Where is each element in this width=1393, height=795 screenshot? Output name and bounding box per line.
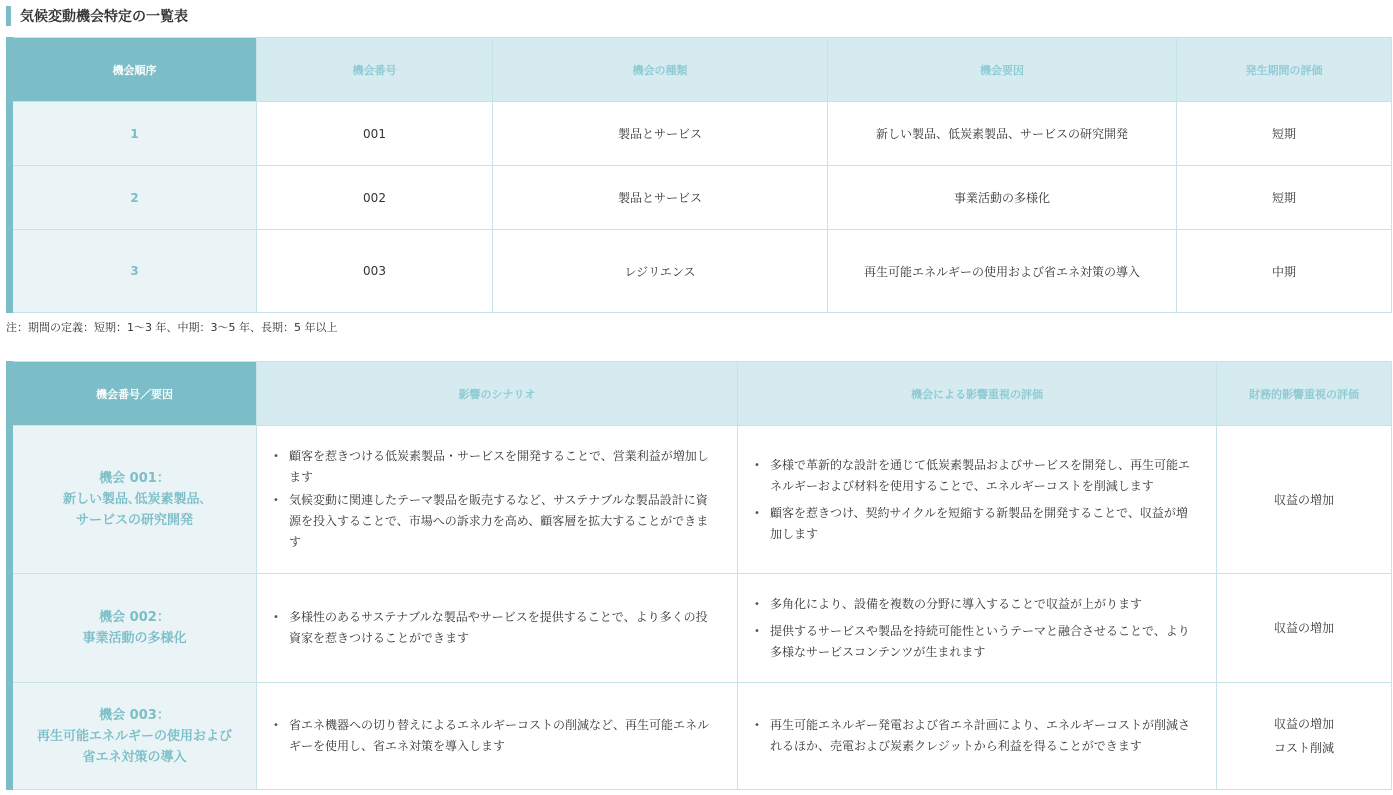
cell-financial (1217, 426, 1392, 574)
cell-opportunity-label (10, 426, 257, 574)
cell-number: 003 (257, 230, 493, 313)
cell-order: 3 (10, 230, 257, 313)
header-order: 機会順序 (10, 38, 257, 102)
table-row (10, 166, 1392, 230)
label-line: 省エネ対策の導入 (82, 749, 187, 765)
label-line: サービスの研究開発 (75, 513, 193, 528)
table-header-row (10, 362, 1392, 426)
header-scenario: 影響のシナリオ (257, 362, 738, 426)
table-row (10, 683, 1392, 790)
cell-impact (738, 574, 1217, 683)
financial-item: コスト削減 (1273, 741, 1334, 755)
table-row (10, 426, 1392, 574)
label-line: 機会 002： (99, 610, 170, 625)
label-line: 機会 003： (99, 707, 170, 723)
cell-scenario (257, 426, 738, 574)
cell-opportunity-label (10, 683, 257, 790)
list-item: • 多様で革新的な設計を通じて低炭素製品およびサービスを開発し、再生可能エネルギーおよび材料を使用することで、エネルギーコストを削減します (754, 455, 1194, 497)
label-line: 事業活動の多様化 (82, 631, 187, 646)
cell-impact (738, 683, 1217, 790)
header-financial-impact: 財務的影響重視の評価 (1217, 362, 1392, 426)
cell-number: 001 (257, 102, 493, 166)
list-item: • 多角化により、設備を複数の分野に導入することで収益が上がります (754, 594, 1194, 615)
table-row (10, 574, 1392, 683)
label-line: 再生可能エネルギーの使用および (36, 728, 232, 744)
list-item: • 顧客を惹きつける低炭素製品・サービスを開発することで、営業利益が増加します (273, 446, 715, 488)
cell-factor: 再生可能エネルギーの使用および省エネ対策の導入 (828, 230, 1177, 313)
list-item: • 再生可能エネルギー発電および省エネ計画により、エネルギーコストが削減されるほか、売電および炭素クレジットから利益を得ることができます (754, 715, 1194, 757)
cell-number: 002 (257, 166, 493, 230)
cell-financial (1217, 574, 1392, 683)
financial-item: 収益の増加 (1273, 621, 1334, 635)
title-accent-bar (6, 6, 11, 26)
cell-scenario (257, 683, 738, 790)
list-item: • 気候変動に関連したテーマ製品を販売するなど、サステナブルな製品設計に資源を投入することで、市場への訴求力を高め、顧客層を拡大することができます (273, 490, 715, 553)
header-number-factor: 機会番号／要因 (10, 362, 257, 426)
header-factor: 機会要因 (828, 38, 1177, 102)
cell-type: レジリエンス (493, 230, 828, 313)
table-header-row (10, 38, 1392, 102)
header-number: 機会番号 (257, 38, 493, 102)
list-item: • 多様性のあるサステナブルな製品やサービスを提供することで、より多くの投資家を惹きつけることができます (273, 607, 715, 649)
cell-factor: 新しい製品、低炭素製品、サービスの研究開発 (828, 102, 1177, 166)
cell-order: 1 (10, 102, 257, 166)
cell-factor: 事業活動の多様化 (828, 166, 1177, 230)
cell-period: 短期 (1177, 102, 1392, 166)
cell-order: 2 (10, 166, 257, 230)
label-line: 新しい製品､低炭素製品､ (62, 492, 206, 507)
cell-type: 製品とサービス (493, 102, 828, 166)
header-period: 発生期間の評価 (1177, 38, 1392, 102)
list-item: • 顧客を惹きつけ、契約サイクルを短縮する新製品を開発することで、収益が増加します (754, 503, 1194, 545)
cell-scenario (257, 574, 738, 683)
list-item: • 省エネ機器への切り替えによるエネルギーコストの削減など、再生可能エネルギーを使用し、省エネ対策を導入します (273, 715, 715, 757)
label-line: 機会 001： (99, 471, 170, 486)
cell-impact (738, 426, 1217, 574)
period-definition-note: 注：期間の定義：短期：1～3 年、中期：3～5 年、長期：5 年以上 (6, 321, 338, 334)
header-type: 機会の種類 (493, 38, 828, 102)
financial-item: 収益の増加 (1273, 492, 1334, 507)
opportunity-list-table (6, 37, 1392, 313)
cell-financial (1217, 683, 1392, 790)
section-title (6, 5, 188, 27)
table-row (10, 230, 1392, 313)
page-title: 気候変動機会特定の一覧表 (20, 9, 188, 25)
financial-item: 収益の増加 (1273, 717, 1334, 731)
cell-type: 製品とサービス (493, 166, 828, 230)
header-opportunity-impact: 機会による影響重視の評価 (738, 362, 1217, 426)
cell-period: 短期 (1177, 166, 1392, 230)
cell-opportunity-label (10, 574, 257, 683)
cell-period: 中期 (1177, 230, 1392, 313)
opportunity-impact-table (6, 361, 1392, 790)
list-item: • 提供するサービスや製品を持続可能性というテーマと融合させることで、より多様なサービスコンテンツが生まれます (754, 621, 1194, 663)
table-row (10, 102, 1392, 166)
